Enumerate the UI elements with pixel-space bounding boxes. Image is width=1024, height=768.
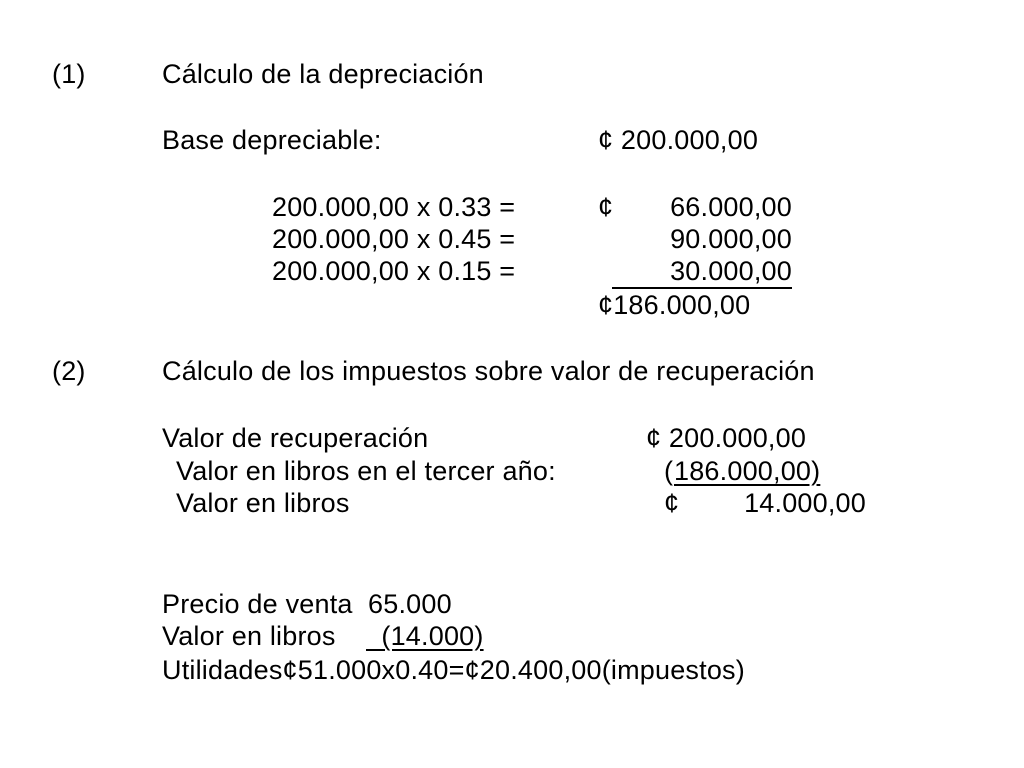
depreciation-total: ¢186.000,00 bbox=[598, 290, 751, 320]
book-value-third-year-label: Valor en libros en el tercer año: bbox=[176, 456, 556, 486]
depreciation-formula-2: 200.000,00 x 0.45 = bbox=[272, 224, 516, 254]
section-2-number: (2) bbox=[52, 356, 86, 386]
depreciable-base-value: ¢ 200.000,00 bbox=[598, 125, 759, 155]
book-value-third-year-amount: 186.000,00) bbox=[674, 456, 821, 486]
depreciation-amount-3: 30.000,00 bbox=[670, 256, 792, 286]
section-1-number: (1) bbox=[52, 59, 86, 89]
depreciation-formula-3: 200.000,00 x 0.15 = bbox=[272, 256, 516, 286]
depreciable-base-label: Base depreciable: bbox=[162, 125, 382, 155]
book-value-2-amount: (14.000) bbox=[366, 621, 484, 651]
sale-price-line: Precio de venta 65.000 bbox=[162, 589, 452, 619]
book-value-amount: 14.000,00 bbox=[744, 488, 866, 518]
book-value-third-year-open-paren: ( bbox=[664, 456, 674, 486]
depreciation-amount-2: 90.000,00 bbox=[670, 224, 792, 254]
book-value-currency: ¢ bbox=[664, 488, 680, 518]
recovery-value-label: Valor de recuperación bbox=[162, 423, 429, 453]
book-value-label: Valor en libros bbox=[176, 488, 350, 518]
section-1-title: Cálculo de la depreciación bbox=[162, 59, 484, 89]
recovery-value-amount: ¢ 200.000,00 bbox=[646, 423, 807, 453]
book-value-2-label: Valor en libros bbox=[162, 621, 336, 651]
section-2-title: Cálculo de los impuestos sobre valor de recuperación bbox=[162, 356, 815, 386]
depreciation-amount-1: 66.000,00 bbox=[670, 192, 792, 222]
profit-tax-line: Utilidades¢51.000x0.40=¢20.400,00(impuestos) bbox=[162, 655, 745, 685]
depreciation-currency-1: ¢ bbox=[598, 192, 614, 222]
depreciation-formula-1: 200.000,00 x 0.33 = bbox=[272, 192, 516, 222]
